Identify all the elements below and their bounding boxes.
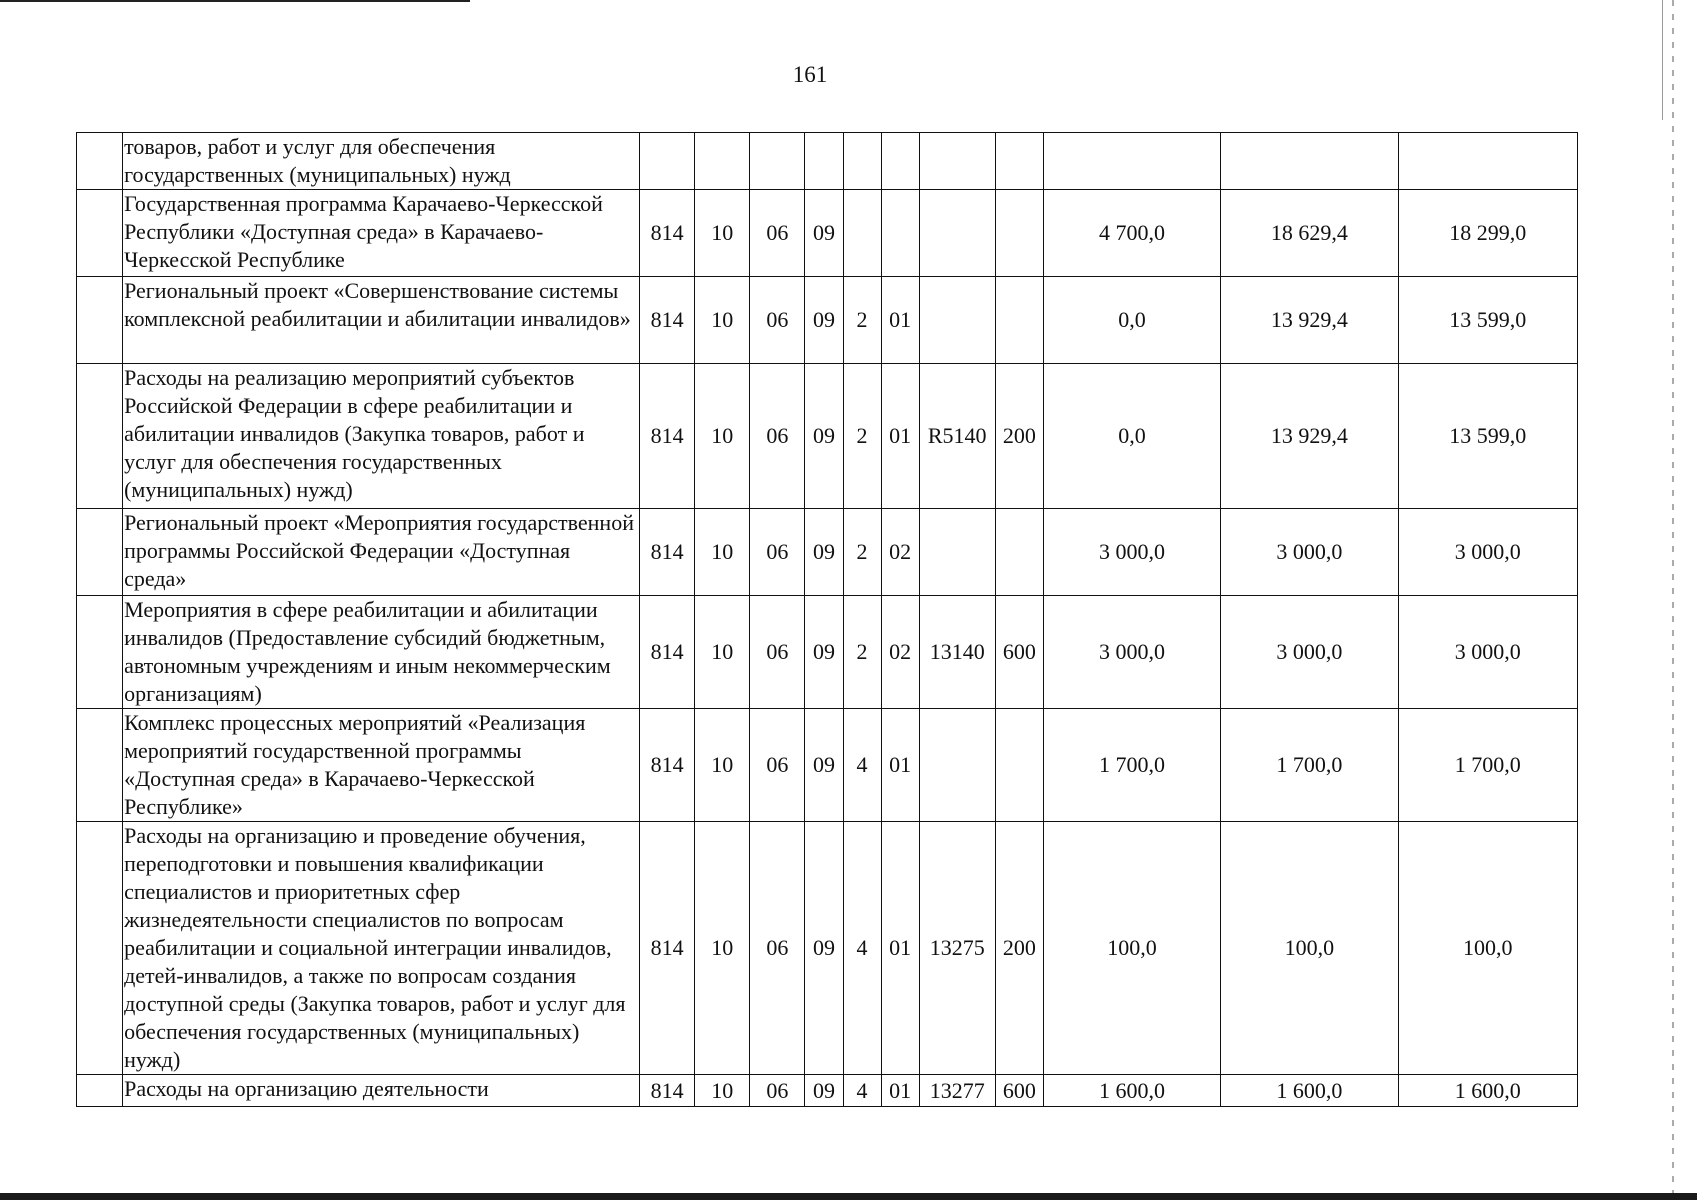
sum-year2-cell: 1 700,0 <box>1221 709 1398 822</box>
program-cell <box>805 133 843 190</box>
project-cell: 01 <box>881 1075 919 1107</box>
sum-year3-cell: 1 600,0 <box>1398 1075 1577 1107</box>
item-name-cell: Региональный проект «Совершенствование системы комплексной реабилитации и абилитации инвалидов» <box>123 277 640 364</box>
item-name-cell: Расходы на реализацию мероприятий субъектов Российской Федерации в сфере реабилитации и абилитации инвалидов (Закупка товаров, работ и услуг для обеспечения государственных (муниципальных) нужд) <box>123 364 640 509</box>
program-cell: 09 <box>805 709 843 822</box>
section-cell: 10 <box>695 277 750 364</box>
project-cell: 01 <box>881 709 919 822</box>
item-name-cell: Мероприятия в сфере реабилитации и абилитации инвалидов (Предоставление субсидий бюджетным, автономным учреждениям и иным некоммерческим организациям) <box>123 596 640 709</box>
sum-year2-cell: 13 929,4 <box>1221 364 1398 509</box>
section-cell: 10 <box>695 709 750 822</box>
direction-cell: R5140 <box>919 364 995 509</box>
table-body <box>77 133 1578 1107</box>
grbs-cell <box>640 133 695 190</box>
expense-type-cell <box>995 709 1043 822</box>
sum-year2-cell: 3 000,0 <box>1221 509 1398 596</box>
item-name-cell: Региональный проект «Мероприятия государственной программы Российской Федерации «Доступная среда» <box>123 509 640 596</box>
table-row <box>77 190 1578 277</box>
table-row <box>77 133 1578 190</box>
project-cell: 01 <box>881 277 919 364</box>
sum-year3-cell: 3 000,0 <box>1398 596 1577 709</box>
grbs-cell: 814 <box>640 509 695 596</box>
item-name-cell: Расходы на организацию деятельности <box>123 1075 640 1107</box>
table-row <box>77 1075 1578 1107</box>
subprogram-cell: 2 <box>843 364 881 509</box>
subsection-cell: 06 <box>750 1075 805 1107</box>
program-cell: 09 <box>805 822 843 1075</box>
row-number-cell <box>77 822 123 1075</box>
scan-edge <box>1672 0 1674 1200</box>
program-cell: 09 <box>805 1075 843 1107</box>
row-number-cell <box>77 133 123 190</box>
sum-year3-cell <box>1398 133 1577 190</box>
subprogram-cell: 4 <box>843 1075 881 1107</box>
section-cell <box>695 133 750 190</box>
row-number-cell <box>77 364 123 509</box>
item-name-cell: Расходы на организацию и проведение обучения, переподготовки и повышения квалификации специалистов и приоритетных сфер жизнедеятельности специалистов по вопросам реабилитации и социальной интеграции инвалидов, детей-инвалидов, а также по вопросам создания доступной среды (Закупка товаров, работ и услуг для обеспечения государственных (муниципальных) нужд) <box>123 822 640 1075</box>
subsection-cell: 06 <box>750 709 805 822</box>
subsection-cell: 06 <box>750 509 805 596</box>
sum-year2-cell: 3 000,0 <box>1221 596 1398 709</box>
table-row <box>77 364 1578 509</box>
sum-year1-cell: 1 600,0 <box>1043 1075 1220 1107</box>
project-cell: 02 <box>881 509 919 596</box>
sum-year3-cell: 3 000,0 <box>1398 509 1577 596</box>
direction-cell: 13140 <box>919 596 995 709</box>
table-row <box>77 596 1578 709</box>
subprogram-cell: 2 <box>843 596 881 709</box>
budget-table <box>76 132 1578 1107</box>
direction-cell <box>919 190 995 277</box>
sum-year1-cell: 1 700,0 <box>1043 709 1220 822</box>
program-cell: 09 <box>805 364 843 509</box>
program-cell: 09 <box>805 596 843 709</box>
section-cell: 10 <box>695 596 750 709</box>
subsection-cell: 06 <box>750 364 805 509</box>
sum-year2-cell: 100,0 <box>1221 822 1398 1075</box>
program-cell: 09 <box>805 190 843 277</box>
sum-year2-cell: 1 600,0 <box>1221 1075 1398 1107</box>
table-row <box>77 509 1578 596</box>
sum-year1-cell: 0,0 <box>1043 364 1220 509</box>
page-number: 161 <box>792 62 828 87</box>
expense-type-cell: 600 <box>995 1075 1043 1107</box>
sum-year2-cell <box>1221 133 1398 190</box>
grbs-cell: 814 <box>640 822 695 1075</box>
sum-year1-cell: 4 700,0 <box>1043 190 1220 277</box>
sum-year1-cell: 100,0 <box>1043 822 1220 1075</box>
grbs-cell: 814 <box>640 596 695 709</box>
expense-type-cell: 200 <box>995 364 1043 509</box>
bottom-edge <box>0 1193 1697 1200</box>
direction-cell <box>919 133 995 190</box>
subsection-cell: 06 <box>750 596 805 709</box>
sum-year3-cell: 13 599,0 <box>1398 277 1577 364</box>
grbs-cell: 814 <box>640 709 695 822</box>
section-cell: 10 <box>695 1075 750 1107</box>
row-number-cell <box>77 596 123 709</box>
sum-year2-cell: 13 929,4 <box>1221 277 1398 364</box>
item-name-cell: товаров, работ и услуг для обеспечения государственных (муниципальных) нужд <box>123 133 640 190</box>
direction-cell: 13275 <box>919 822 995 1075</box>
grbs-cell: 814 <box>640 277 695 364</box>
project-cell: 01 <box>881 822 919 1075</box>
program-cell: 09 <box>805 509 843 596</box>
expense-type-cell <box>995 133 1043 190</box>
top-rule <box>0 0 470 2</box>
row-number-cell <box>77 1075 123 1107</box>
sum-year1-cell: 3 000,0 <box>1043 596 1220 709</box>
row-number-cell <box>77 277 123 364</box>
subprogram-cell: 2 <box>843 277 881 364</box>
grbs-cell: 814 <box>640 364 695 509</box>
section-cell: 10 <box>695 509 750 596</box>
sum-year3-cell: 1 700,0 <box>1398 709 1577 822</box>
table-row <box>77 277 1578 364</box>
expense-type-cell: 200 <box>995 822 1043 1075</box>
section-cell: 10 <box>695 822 750 1075</box>
section-cell: 10 <box>695 364 750 509</box>
project-cell <box>881 133 919 190</box>
direction-cell <box>919 277 995 364</box>
direction-cell <box>919 509 995 596</box>
project-cell: 02 <box>881 596 919 709</box>
expense-type-cell: 600 <box>995 596 1043 709</box>
sum-year2-cell: 18 629,4 <box>1221 190 1398 277</box>
sum-year3-cell: 100,0 <box>1398 822 1577 1075</box>
expense-type-cell <box>995 509 1043 596</box>
table-row <box>77 709 1578 822</box>
subprogram-cell <box>843 133 881 190</box>
scan-edge-mark <box>1662 0 1663 120</box>
subsection-cell: 06 <box>750 190 805 277</box>
sum-year1-cell: 0,0 <box>1043 277 1220 364</box>
table-row <box>77 822 1578 1075</box>
sum-year3-cell: 13 599,0 <box>1398 364 1577 509</box>
direction-cell: 13277 <box>919 1075 995 1107</box>
subprogram-cell: 4 <box>843 709 881 822</box>
subsection-cell <box>750 133 805 190</box>
section-cell: 10 <box>695 190 750 277</box>
grbs-cell: 814 <box>640 190 695 277</box>
project-cell <box>881 190 919 277</box>
subprogram-cell: 2 <box>843 509 881 596</box>
subprogram-cell: 4 <box>843 822 881 1075</box>
sum-year3-cell: 18 299,0 <box>1398 190 1577 277</box>
row-number-cell <box>77 709 123 822</box>
expense-type-cell <box>995 277 1043 364</box>
row-number-cell <box>77 509 123 596</box>
sum-year1-cell <box>1043 133 1220 190</box>
subsection-cell: 06 <box>750 277 805 364</box>
subprogram-cell <box>843 190 881 277</box>
row-number-cell <box>77 190 123 277</box>
item-name-cell: Государственная программа Карачаево-Черкесской Республики «Доступная среда» в Карачаево-Черкесской Республике <box>123 190 640 277</box>
item-name-cell: Комплекс процессных мероприятий «Реализация мероприятий государственной программы «Доступная среда» в Карачаево-Черкесской Республике» <box>123 709 640 822</box>
subsection-cell: 06 <box>750 822 805 1075</box>
grbs-cell: 814 <box>640 1075 695 1107</box>
expense-type-cell <box>995 190 1043 277</box>
sum-year1-cell: 3 000,0 <box>1043 509 1220 596</box>
program-cell: 09 <box>805 277 843 364</box>
project-cell: 01 <box>881 364 919 509</box>
direction-cell <box>919 709 995 822</box>
